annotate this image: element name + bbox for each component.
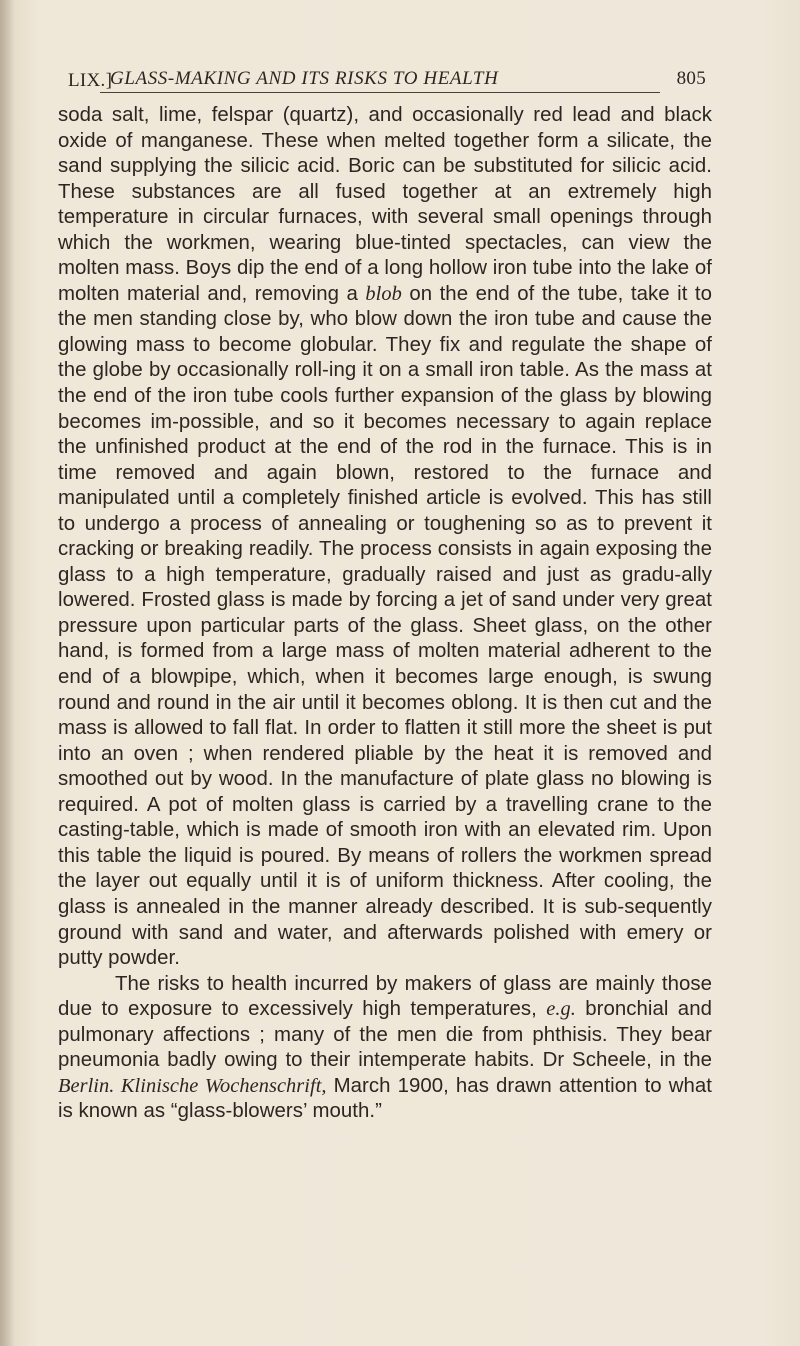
paragraph-health-risks	[58, 972, 712, 1125]
italic-term-blob: blob	[365, 282, 402, 305]
page-number: 805	[676, 68, 706, 89]
paragraph-2-text-c: March 1900, has drawn attention to what is known as “glass-blowers’ mouth.”	[58, 1074, 712, 1123]
body-text	[58, 103, 712, 1125]
running-title: GLASS-MAKING AND ITS RISKS TO HEALTH	[110, 68, 499, 89]
paragraph-2-text-b: bronchial and pulmonary affections ; many of the men die from phthisis. They bear pneumonia badly owing to their intemperate habits. Dr Scheele, in the	[58, 998, 712, 1072]
page-gutter-shadow	[0, 0, 14, 1346]
running-header	[68, 64, 710, 92]
paragraph-glass-manufacture	[58, 103, 712, 972]
paragraph-1-text-a: soda salt, lime, felspar (quartz), and occasionally red lead and black oxide of manganese. These when melted together form a silicate, the sand supplying the silicic acid. Boric can be substituted for silicic acid. These substances are all fused together at an extremely high temperature in circular furnaces, with several small openings through which the workmen, wearing blue-tinted spectacles, can view the molten mass. Boys dip the end of a long hollow iron tube into the lake of molten material and, removing a	[58, 104, 712, 305]
italic-journal-title: Berlin. Klinische Wochenschrift,	[58, 1074, 327, 1097]
header-rule	[100, 92, 660, 93]
paragraph-2-text-a: The risks to health incurred by makers of glass are mainly those due to exposure to excessively high temperatures,	[58, 972, 712, 1021]
paragraph-1-text-b: on the end of the tube, take it to the men standing close by, who blow down the iron tube and cause the glowing mass to become globular. They fix and regulate the shape of the globe by occasionally roll-ing it on a small iron table. As the mass at the end of the iron tube cools further expansion of the glass by blowing becomes im-possible, and so it becomes necessary to again replace the unfinished product at the end of the rod in the furnace. This is in time removed and again blown, restored to the furnace and manipulated until a completely finished article is evolved. This has still to undergo a process of annealing or toughening so as to prevent it cracking or breaking readily. The process consists in again exposing the glass to a high temperature, gradually raised and just as gradu-ally lowered. Frosted glass is made by forcing a jet of sand under very great pressure upon particular parts of the glass. Sheet glass, on the other hand, is formed from a large mass of molten material adherent to the end of a blowpipe, which, when it becomes large enough, is swung round and round in the air until it becomes oblong. It is then cut and the mass is allowed to fall flat. In order to flatten it still more the sheet is put into an oven ; when rendered pliable by the heat it is removed and smoothed out by wood. In the manufacture of plate glass no blowing is required. A pot of molten glass is carried by a travelling crane to the casting-table, which is made of smooth iron with an elevated rim. Upon this table the liquid is poured. By means of rollers the workmen spread the layer out equally until it is of uniform thickness. After cooling, the glass is annealed in the manner already described. It is sub-sequently ground with sand and water, and afterwards polished with emery or putty powder.	[58, 282, 712, 970]
italic-eg: e.g.	[546, 998, 576, 1021]
chapter-number: LIX.]	[68, 70, 113, 91]
